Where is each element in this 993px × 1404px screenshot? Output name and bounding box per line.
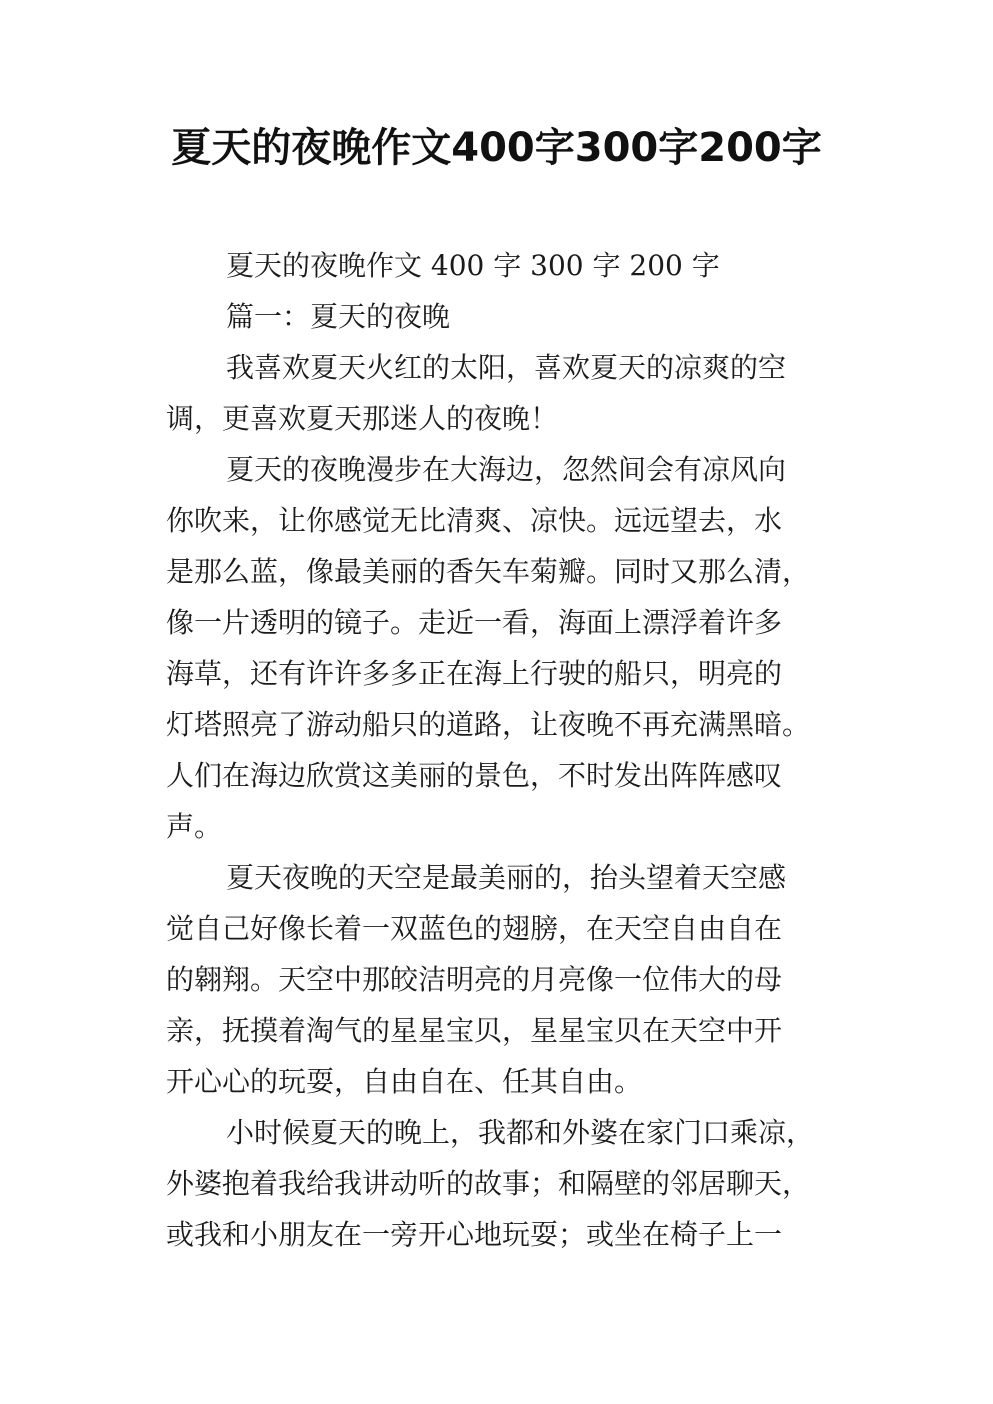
paragraph-line: 像一片透明的镜子。走近一看，海面上漂浮着许多 [166, 606, 783, 639]
paragraph-line: 夏天夜晚的天空是最美丽的，抬头望着天空感 [226, 861, 787, 894]
paragraph-line: 开心心的玩耍，自由自在、任其自由。 [166, 1065, 643, 1098]
paragraph-line: 的翱翔。天空中那皎洁明亮的月亮像一位伟大的母 [166, 963, 783, 996]
paragraph-line: 我喜欢夏天火红的太阳，喜欢夏天的凉爽的空 [226, 351, 787, 384]
paragraph-line: 灯塔照亮了游动船只的道路，让夜晚不再充满黑暗。 [166, 708, 811, 741]
document-title: 夏天的夜晚作文400字300字200字 [171, 125, 822, 171]
paragraph-line: 人们在海边欣赏这美丽的景色，不时发出阵阵感叹 [166, 759, 783, 792]
paragraph-line: 调，更喜欢夏天那迷人的夜晚！ [166, 402, 559, 435]
paragraph-line: 你吹来，让你感觉无比清爽、凉快。远远望去，水 [166, 504, 783, 537]
paragraph-line: 声。 [166, 810, 223, 843]
paragraph-line: 是那么蓝，像最美丽的香矢车菊瓣。同时又那么清， [166, 555, 811, 588]
paragraph-line: 外婆抱着我给我讲动听的故事；和隔壁的邻居聊天， [166, 1167, 811, 1200]
paragraph-line: 或我和小朋友在一旁开心地玩耍；或坐在椅子上一 [166, 1218, 783, 1251]
paragraph-line: 觉自己好像长着一双蓝色的翅膀，在天空自由自在 [166, 912, 783, 945]
paragraph-line: 海草，还有许许多多正在海上行驶的船只，明亮的 [166, 657, 783, 690]
paragraph-line: 亲，抚摸着淘气的星星宝贝，星星宝贝在天空中开 [166, 1014, 783, 1047]
paragraph-line: 篇一：夏天的夜晚 [226, 300, 451, 333]
paragraph-line: 小时候夏天的晚上，我都和外婆在家门口乘凉， [226, 1116, 815, 1149]
paragraph-line: 夏天的夜晚作文 400 字 300 字 200 字 [226, 249, 720, 282]
paragraph-line: 夏天的夜晚漫步在大海边，忽然间会有凉风向 [226, 453, 787, 486]
document-body [166, 240, 838, 1260]
